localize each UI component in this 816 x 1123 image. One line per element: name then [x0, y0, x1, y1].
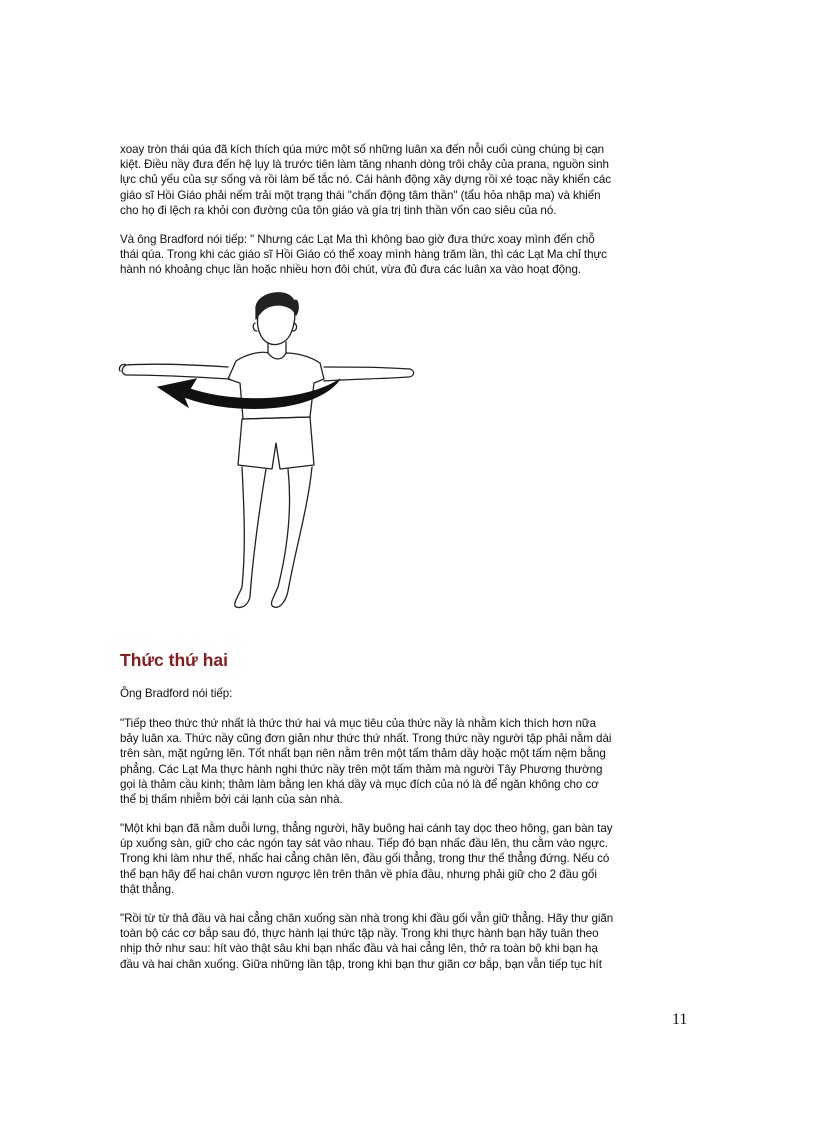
- rotation-arrow-icon: [158, 379, 340, 409]
- head-shape: [257, 309, 294, 345]
- page-number: 11: [672, 1011, 688, 1028]
- spinning-man-illustration: [118, 287, 418, 617]
- shorts-shape: [238, 417, 314, 469]
- paragraph-2: Và ông Bradford nói tiếp: " Nhưng các Lạt Ma thì không bao giờ đưa thức xoay mình đến chỗ thái qúa. Trong khi các giáo sĩ Hồi Giáo có thể xoay mình hàng trăm lần, thì các Lạt Ma chỉ thực hành nó khoảng chục lần hoặc nhiều hơn đôi chút, vừa đủ đưa các luân xa vào hoạt động.: [120, 233, 607, 277]
- paragraph-4: "Tiếp theo thức thứ nhất là thức thứ hai và mục tiêu của thức nầy là nhằm kích thích hơn nữa bảy luân xa. Thức nầy cũng đơn giản như thức thứ nhất. Trong thức nầy người tập phải nằm dài trên sàn, mặt ngửng lên. Tốt nhất bạn nên nằm trên một tấm thảm dầy hoặc một tấm nệm bằng phẳng. Các Lạt Ma thực hành nghi thức nầy trên một tấm thảm mà người Tây Phương thường gọi là thảm cầu kinh; thảm làm bằng len khá dầy và mục đích của nó là để ngăn không cho cơ thể bị thấm nhiễm bởi cái lạnh của sàn nhà.: [120, 717, 612, 807]
- right-arm-shape: [324, 367, 414, 381]
- shirt-shape: [228, 352, 324, 419]
- paragraph-6: "Rồi từ từ thả đầu và hai cẳng chân xuống sàn nhà trong khi đầu gối vẫn giữ thẳng. Hãy thư giãn toàn bộ các cơ bắp sau đó, thực hành lại thức tập nầy. Trong khi thực hành bạn hãy tuân theo nhịp thở như sau: hít vào thật sâu khi bạn nhấc đầu và hai cẳng lên, thở ra toàn bộ khi bạn hạ đầu và hai chân xuống. Giữa những lần tập, trong khi bạn thư giãn cơ bắp, bạn vẫn tiếp tục hít: [120, 912, 614, 971]
- paragraph-3: Ông Bradford nói tiếp:: [120, 687, 233, 700]
- right-leg-shape: [271, 467, 312, 607]
- paragraph-5: "Một khi bạn đã nằm duỗi lưng, thẳng người, hãy buông hai cánh tay dọc theo hông, gan bàn tay úp xuống sàn, giữ cho các ngón tay sát vào nhau. Tiếp đó bạn nhấc đầu lên, thu cằm vào ngực. Trong khi làm như thế, nhấc hai cẳng chân lên, đầu gối thẳng, trong thư thế thẳng đứng. Nếu có thể bạn hãy để hai chân vươn ngược lên trên thân về phía đầu, nhưng phải giữ cho 2 đầu gối thật thẳng.: [120, 822, 613, 896]
- left-arm-shape: [122, 364, 230, 379]
- left-leg-shape: [235, 467, 266, 608]
- hair-shape: [256, 293, 298, 319]
- paragraph-1: xoay tròn thái qúa đã kích thích qúa mức một số những luân xa đến nỗi cuối cùng chúng bị cạn kiệt. Điều nầy đưa đến hệ lụy là trước tiên làm tăng nhanh dòng trôi chảy của prana, nguồn sinh lực chủ yếu của sự sống và rồi làm bế tắc nó. Cái hành động xây dựng rồi xé toạc nầy khiến các giáo sĩ Hồi Giáo phải nếm trải một trạng thái "chấn động tâm thần" (tẩu hỏa nhập ma) và khiến cho họ đi lệch ra khỏi con đường của tôn giáo và gía trị tinh thần vốn cao siêu của nó.: [120, 143, 611, 217]
- section-heading: Thức thứ hai: [120, 650, 228, 670]
